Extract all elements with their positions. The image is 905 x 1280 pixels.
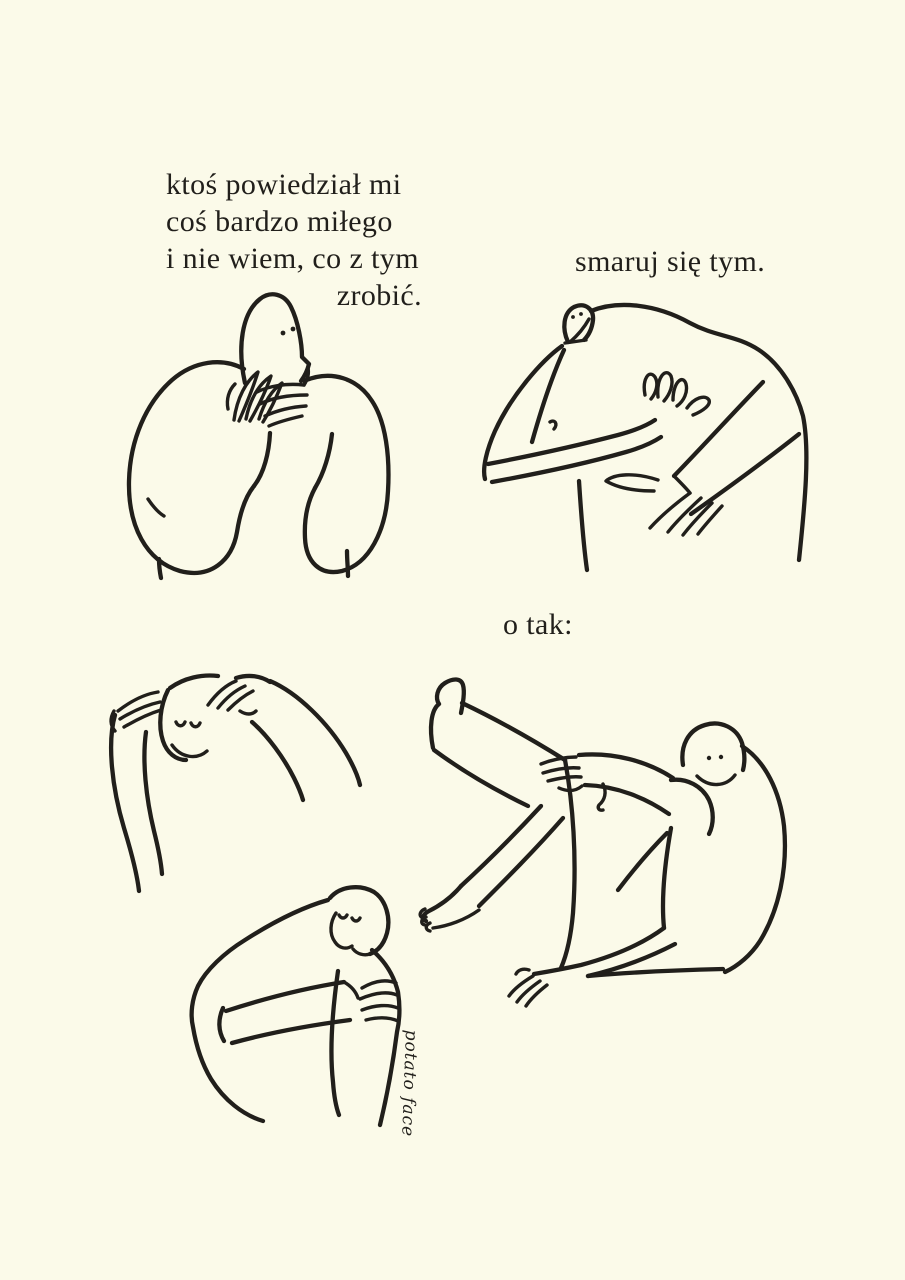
figure-rubbing-shoulder xyxy=(458,298,832,582)
caption-instruction: smaruj się tym. xyxy=(575,245,766,278)
figure-hands-on-chest xyxy=(118,285,410,585)
caption-demo: o tak: xyxy=(503,608,573,641)
caption-intro-line: coś bardzo miłego xyxy=(166,205,393,238)
caption-intro-line: zrobić. xyxy=(336,279,422,312)
caption-intro-line: i nie wiem, co z tym xyxy=(166,242,419,275)
artist-signature: potato face xyxy=(397,1029,421,1138)
caption-intro-line: ktoś powiedział mi xyxy=(166,168,402,201)
figure-rubbing-leg xyxy=(413,658,803,1023)
